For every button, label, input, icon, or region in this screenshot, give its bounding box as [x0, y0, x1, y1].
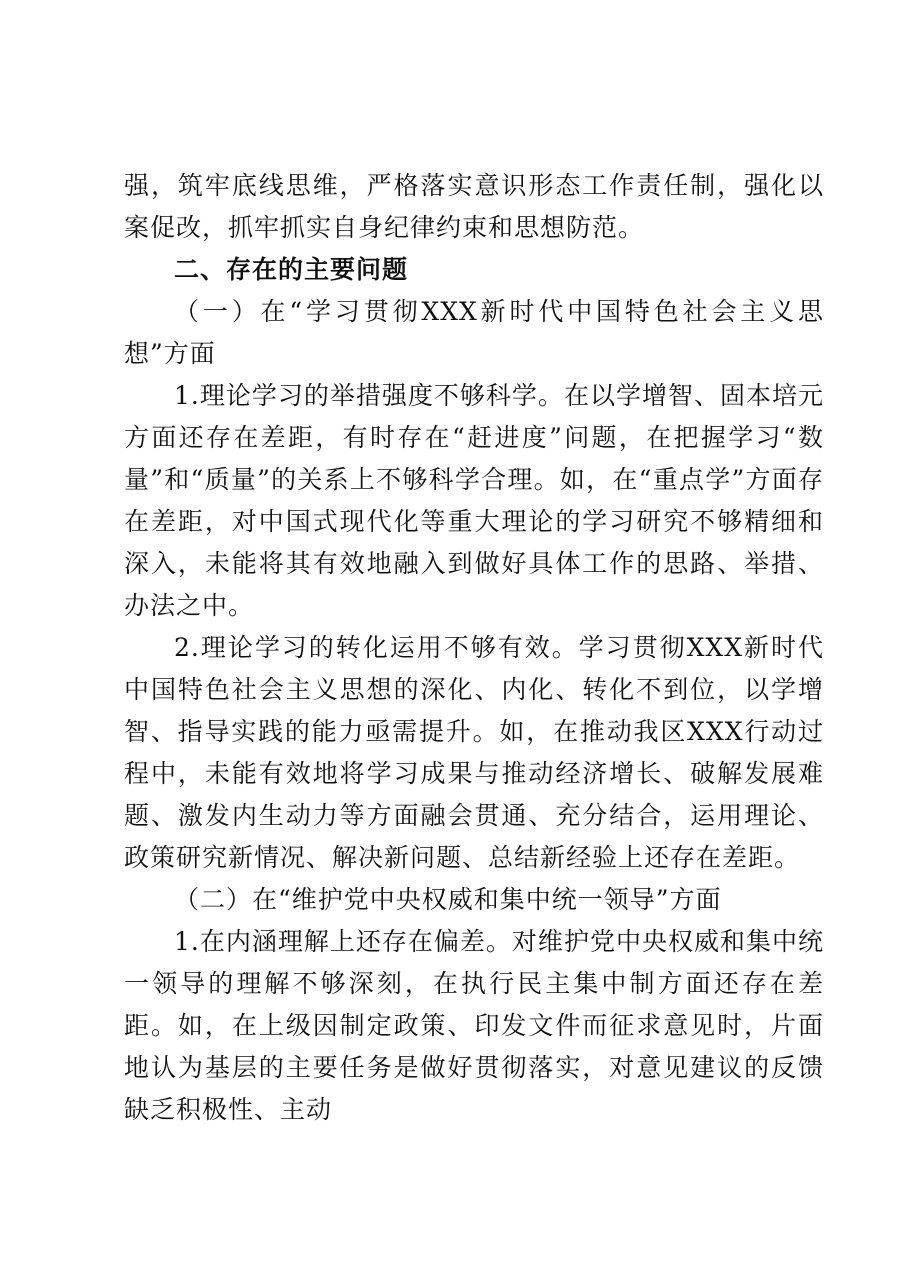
item-2-1-paragraph: 1.在内涵理解上还存在偏差。对维护党中央权威和集中统一领导的理解不够深刻，在执行民主集中制方面还存在差距。如，在上级因制定政策、印发文件而征求意见时，片面地认为基层的主要任务是做好贯彻落实，对意见建议的反馈缺乏积极性、主动 — [124, 927, 824, 1124]
item-1-2-paragraph: 2.理论学习的转化运用不够有效。学习贯彻XXX新时代中国特色社会主义思想的深化、内化、转化不到位，以学增智、指导实践的能力亟需提升。如，在推动我区XXX行动过程中，未能有效地将学习成果与推动经济增长、破解发展难题、激发内生动力等方面融会贯通、充分结合，运用理论、政策研究新情况、解决新问题、总结新经验上还存在差距。 — [124, 633, 824, 872]
paragraph-continuation: 强，筑牢底线思维，严格落实意识形态工作责任制，强化以案促改，抓牢抓实自身纪律约束和思想防范。 — [124, 171, 824, 242]
subsection-2-title: （二）在“维护党中央权威和集中统一领导”方面 — [174, 885, 722, 914]
document-body — [124, 165, 824, 1131]
subsection-1-title: （一）在“学习贯彻XXX新时代中国特色社会主义思想”方面 — [124, 297, 824, 368]
item-1-1-paragraph: 1.理论学习的举措强度不够科学。在以学增智、固本培元方面还存在差距，有时存在“赶进度”问题，在把握学习“数量”和“质量”的关系上不够科学合理。如，在“重点学”方面存在差距，对中国式现代化等重大理论的学习研究不够精细和深入，未能将其有效地融入到做好具体工作的思路、举措、办法之中。 — [124, 381, 824, 620]
section-heading: 二、存在的主要问题 — [174, 255, 409, 284]
